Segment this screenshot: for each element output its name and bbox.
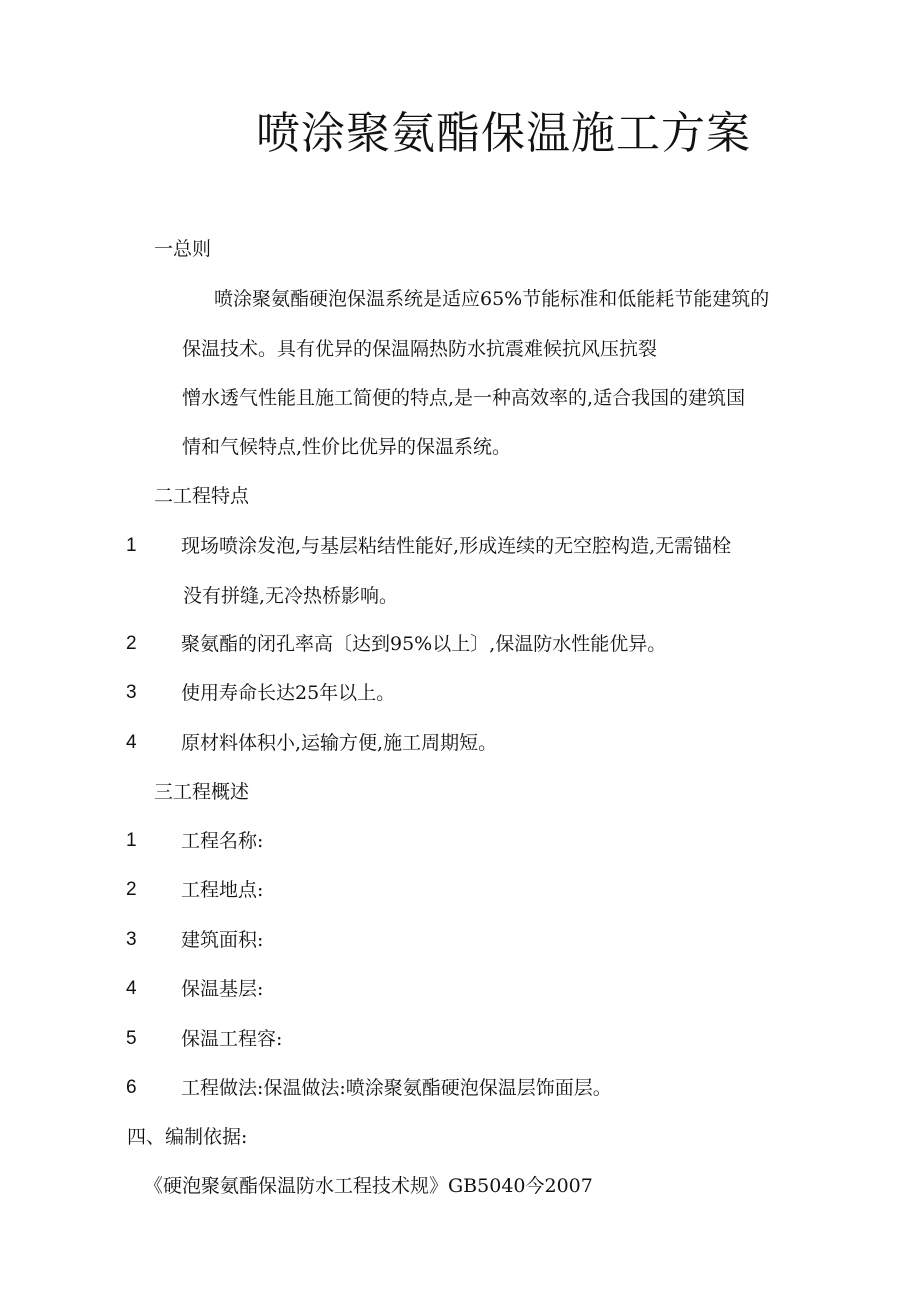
section-4-line-1: 《硬泡聚氨酯保温防水工程技术规》GB5040今2007 — [144, 1175, 593, 1197]
section-3-item-2-number: 2 — [126, 879, 137, 900]
section-2-item-1-number: 1 — [126, 535, 137, 556]
section-2-item-2-number: 2 — [126, 633, 137, 654]
section-3-item-1-text: 工程名称: — [181, 830, 264, 852]
section-1-line-4: 情和气候特点,性价比优异的保温系统。 — [182, 436, 512, 458]
section-3-item-5-text: 保温工程容: — [181, 1028, 283, 1050]
section-3-item-4-number: 4 — [126, 978, 137, 999]
section-3-heading: 三工程概述 — [154, 781, 250, 803]
section-3-item-2-text: 工程地点: — [181, 879, 264, 901]
section-3-item-4-text: 保温基层: — [181, 978, 264, 1000]
section-2-item-3-number: 3 — [126, 682, 137, 703]
section-3-item-6-text: 工程做法:保温做法:喷涂聚氨酯硬泡保温层饰面层。 — [181, 1077, 612, 1099]
section-1-line-2: 保温技术。具有优异的保温隔热防水抗震难候抗风压抗裂 — [182, 338, 658, 360]
section-1-line-3: 憎水透气性能且施工简便的特点,是一种高效率的,适合我国的建筑国 — [182, 387, 746, 409]
section-4-heading: 四、编制依据: — [127, 1126, 248, 1148]
section-2-item-4-text: 原材料体积小,运输方便,施工周期短。 — [181, 732, 498, 754]
document-title: 喷涂聚氨酯保温施工方案 — [256, 108, 751, 159]
section-2-heading: 二工程特点 — [154, 485, 250, 507]
section-2-item-1-continuation: 没有拼缝,无冷热桥影响。 — [183, 585, 399, 607]
section-2-item-3-text: 使用寿命长达25年以上。 — [181, 682, 396, 704]
section-2-item-4-number: 4 — [126, 732, 137, 753]
section-3-item-5-number: 5 — [126, 1028, 137, 1049]
section-2-item-2-text: 聚氨酯的闭孔率高〔达到95%以上〕,保温防水性能优异。 — [181, 633, 667, 655]
section-3-item-6-number: 6 — [126, 1077, 137, 1098]
section-1-line-1: 喷涂聚氨酯硬泡保温系统是适应65%节能标准和低能耗节能建筑的 — [214, 288, 770, 310]
section-3-item-3-number: 3 — [126, 929, 137, 950]
section-3-item-3-text: 建筑面积: — [181, 929, 264, 951]
section-1-heading: 一总则 — [154, 238, 212, 260]
section-3-item-1-number: 1 — [126, 830, 137, 851]
section-2-item-1-text: 现场喷涂发泡,与基层粘结性能好,形成连续的无空腔构造,无需锚栓 — [181, 535, 732, 557]
